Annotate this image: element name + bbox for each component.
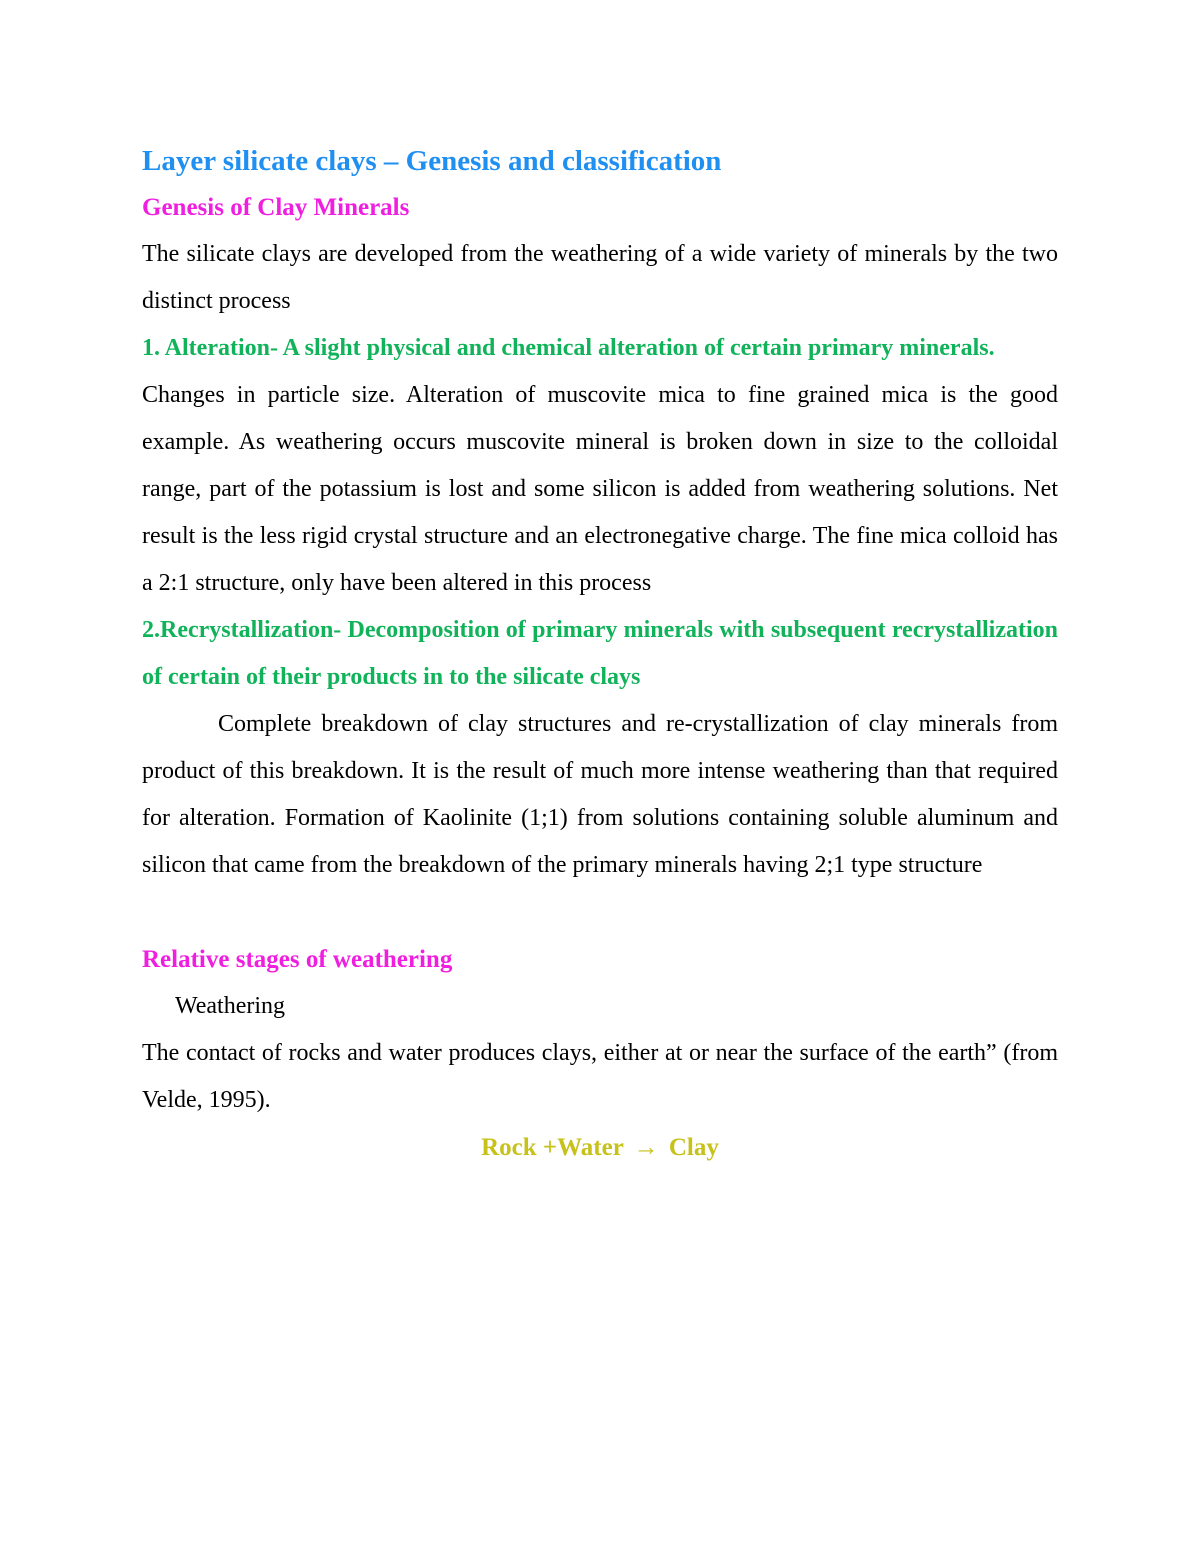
equation-right: Clay: [668, 1134, 719, 1161]
alteration-heading: 1. Alteration- A slight physical and chemical alteration of certain primary minerals.: [142, 335, 995, 361]
arrow-right-icon: →: [633, 1134, 659, 1161]
alteration-paragraph: Changes in particle size. Alteration of muscovite mica to fine grained mica is the good example. As weathering occurs muscovite mineral is broken down in size to the colloidal range, part of the potassium is lost and some silicon is added from weathering solutions. Net result is the less rigid crystal structure and an electronegative charge. The fine mica colloid has a 2:1 structure, only have been altered in this process: [142, 382, 1058, 596]
equation-left: Rock +Water: [481, 1134, 624, 1161]
weathering-equation: [142, 1124, 1058, 1171]
recrystallization-heading: 2.Recrystallization- Decomposition of primary minerals with subsequent recrystallization of certain of their products in to the silicate clays: [142, 617, 1058, 690]
spacer: [142, 889, 1058, 936]
weathering-subheading: Weathering: [175, 993, 286, 1019]
intro-paragraph: The silicate clays are developed from the weathering of a wide variety of minerals by the two distinct process: [142, 241, 1058, 314]
document-title: Layer silicate clays – Genesis and classification: [142, 145, 722, 177]
recrystallization-paragraph: Complete breakdown of clay structures and re-crystallization of clay minerals from product of this breakdown. It is the result of much more intense weathering than that required for alteration. Formation of Kaolinite (1;1) from solutions containing soluble aluminum and silicon that came from the breakdown of the primary minerals having 2;1 type structure: [142, 711, 1058, 878]
section-heading-genesis: Genesis of Clay Minerals: [142, 194, 410, 221]
document-body: [142, 138, 1058, 1171]
velde-quote: The contact of rocks and water produces clays, either at or near the surface of the earth” (from Velde, 1995).: [142, 1040, 1058, 1113]
section-heading-weathering: Relative stages of weathering: [142, 946, 453, 973]
